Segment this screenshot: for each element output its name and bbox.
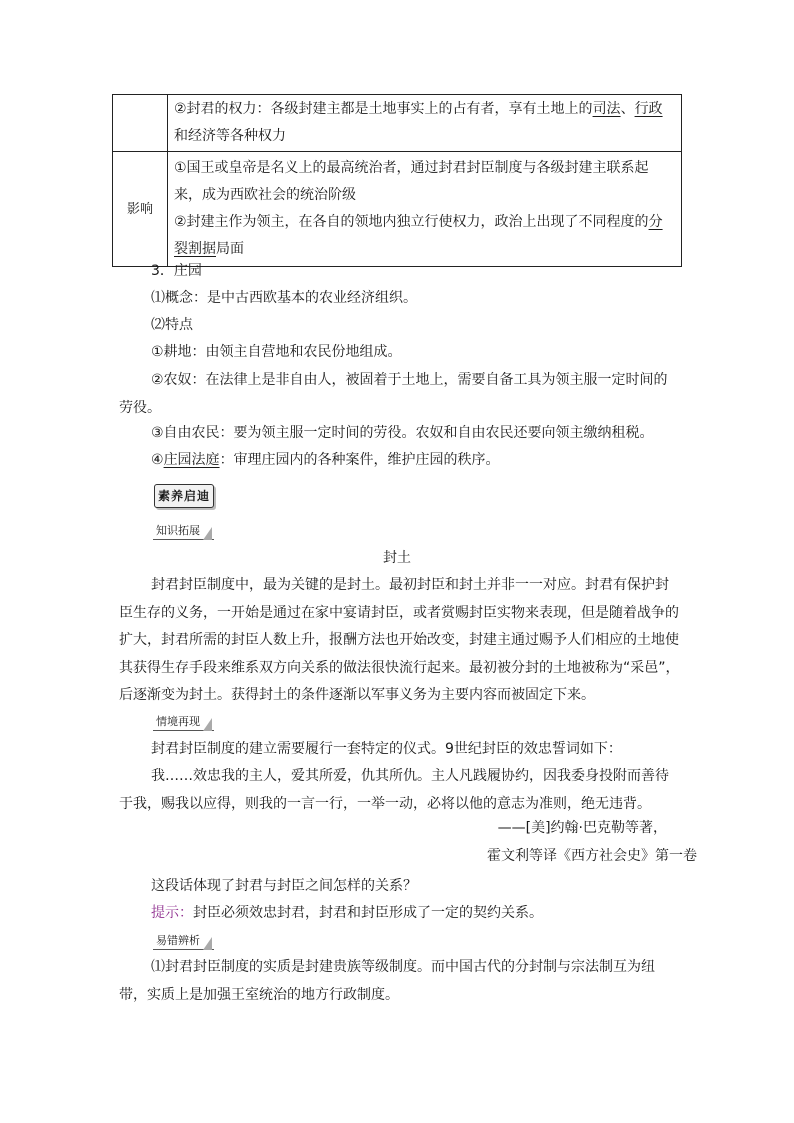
influence-cell	[168, 152, 682, 267]
manor-item-2: ②农奴：在法律上是非自由人，被固着于土地上，需要自备工具为领主服一定时间的劳役。	[119, 372, 668, 416]
scenario-source-1: ——[美]约翰·巴克勒等著，	[497, 820, 667, 836]
errors-tag: 易错辨析	[153, 933, 214, 948]
literacy-badge: 素养启迪	[154, 484, 214, 508]
underline-manor-court: 庄园法庭	[163, 452, 220, 468]
influence-line-2: ②封建主作为领主，在各自的领地内独立行使权力，政治上出现了不同程度的分裂割据局面	[174, 214, 663, 257]
knowledge-tag: 知识拓展	[153, 523, 214, 538]
scenario-question: 这段话体现了封君与封臣之间怎样的关系？	[151, 878, 417, 894]
underline-administrative: 行政	[634, 101, 663, 117]
scenario-source-2: 霍文利等译《西方社会史》第一卷	[487, 848, 697, 864]
scenario-quote: 我……效忠我的主人，爱其所爱，仇其所仇。主人凡践履协约，因我委身投附而善待于我，赐我以应得，则我的一言一行，一举一动，必将以他的意志为准则，绝无违背。	[119, 768, 669, 812]
manor-item-4: ④庄园法庭：审理庄园内的各种案件，维护庄园的秩序。	[151, 452, 500, 468]
manor-concept: ⑴概念：是中古西欧基本的农业经济组织。	[151, 290, 417, 306]
tip-label: 提示：	[151, 905, 193, 921]
manor-item-3: ③自由农民：要为领主服一定时间的劳役。农奴和自由农民还要向领主缴纳租税。	[151, 425, 654, 441]
influence-label: 影响	[113, 152, 168, 267]
table-row	[113, 95, 682, 152]
scenario-tip: 提示：封臣必须效忠封君，封君和封臣形成了一定的契约关系。	[151, 905, 543, 921]
power-text: ②封君的权力：各级封建主都是土地事实上的占有者，享有土地上的司法、行政和经济等各种权力	[174, 101, 663, 144]
errors-item-1: ⑴封君封臣制度的实质是封建贵族等级制度。而中国古代的分封制与宗法制互为纽带，实质上是加强王室统治的地方行政制度。	[119, 959, 655, 1003]
knowledge-title: 封土	[383, 550, 411, 566]
tag-corner-icon	[203, 718, 212, 731]
power-cell	[168, 95, 682, 152]
table-label-empty	[113, 95, 168, 152]
table-row	[113, 152, 682, 267]
knowledge-body: 封君封臣制度中，最为关键的是封土。最初封臣和封土并非一一对应。封君有保护封臣生存的义务，一开始是通过在家中宴请封臣，或者赏赐封臣实物来表现，但是随着战争的扩大，封君所需的封臣人数上升，报酬方法也开始改变，封建主通过赐予人们相应的土地使其获得生存手段来维系双方向关系的做法很快流行起来。最初被分封的土地被称为“采邑”，后逐渐变为封土。获得封土的条件逐渐以军事义务为主要内容而被固定下来。	[119, 577, 680, 703]
tag-corner-icon	[203, 527, 212, 540]
underline-judicial: 司法	[592, 101, 621, 117]
manor-item-1: ①耕地：由领主自营地和农民份地组成。	[151, 344, 402, 360]
manor-heading: 3．庄园	[151, 263, 202, 279]
influence-line-1: ①国王或皇帝是名义上的最高统治者，通过封君封臣制度与各级封建主联系起来，成为西欧社会的统治阶级	[174, 160, 649, 203]
scenario-intro: 封君封臣制度的建立需要履行一套特定的仪式。9世纪封臣的效忠誓词如下：	[151, 741, 622, 757]
underline-separatism: 分裂割据	[174, 214, 663, 257]
manor-features: ⑵特点	[151, 317, 193, 333]
scenario-tag: 情境再现	[153, 714, 214, 729]
feudal-table	[112, 94, 682, 267]
tag-corner-icon	[203, 937, 212, 950]
